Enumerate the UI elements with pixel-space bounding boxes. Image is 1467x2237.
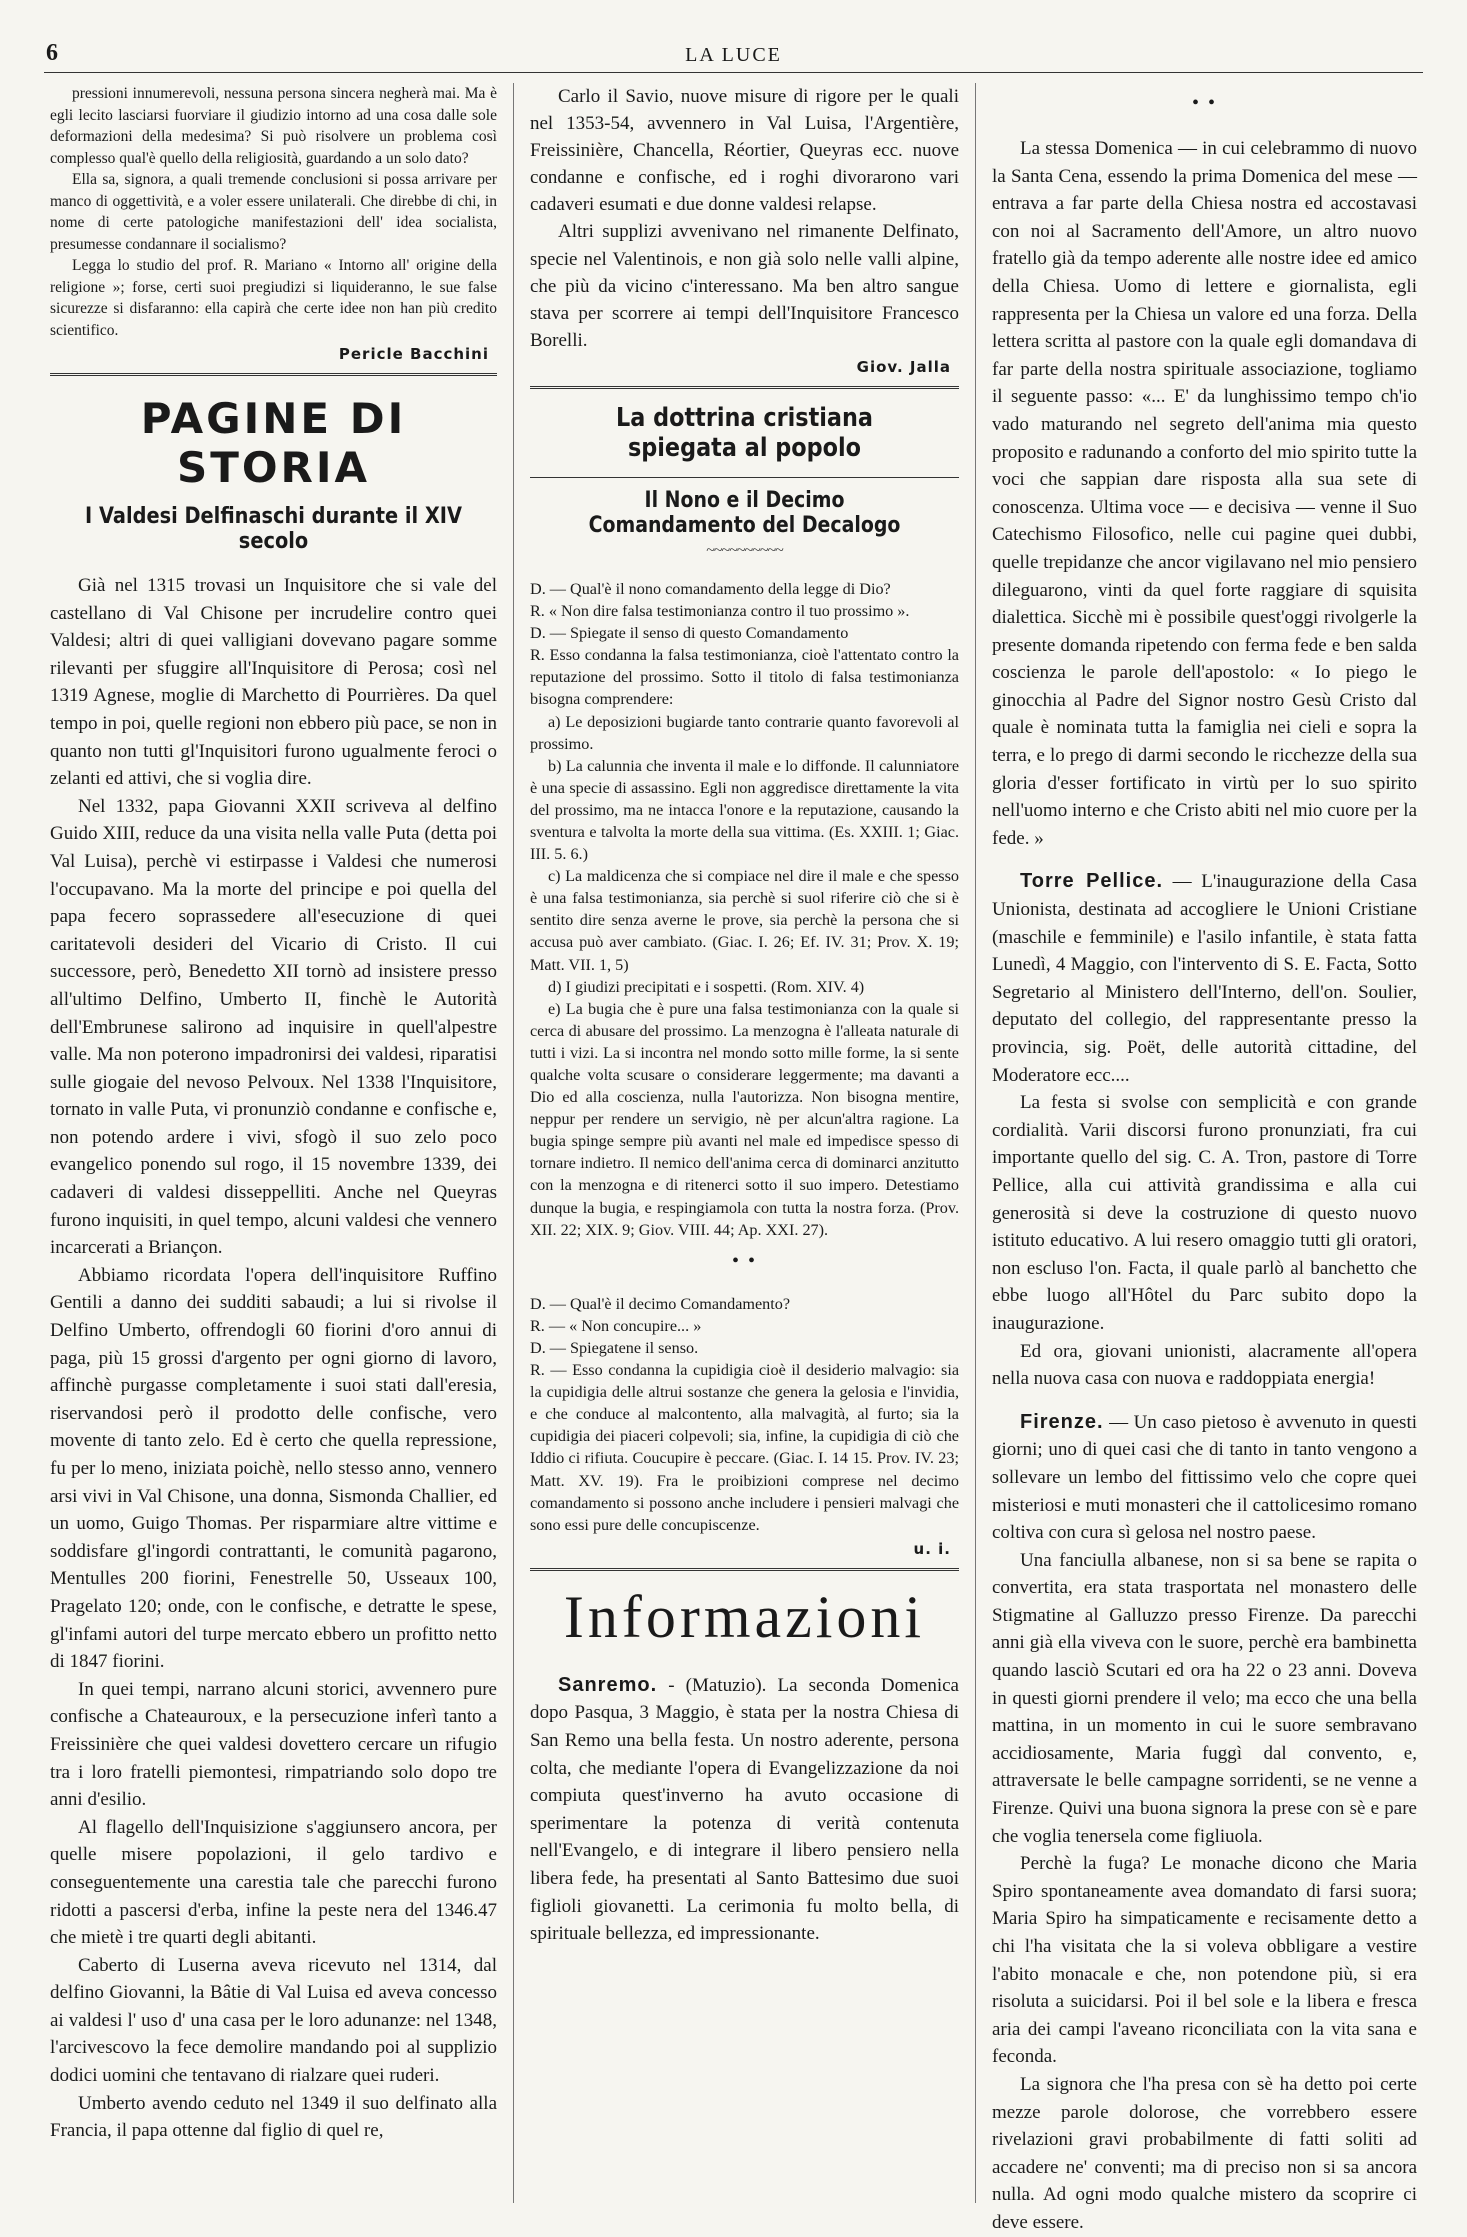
- qa-line: e) La bugia che è pure una falsa testimonianza con la quale si cerca di abusare del prossimo. La menzogna è l'alleata naturale di tutti i vizi. La si incontra nel mondo sotto mille forme, la si sente qualche volta scusare o considerare leggermente; ma davanti a Dio ed alla coscienza, nulla l'autorizza. Non bisogna mentire, neppur per rendere un servigio, nè per alcun'altra ragione. La bugia spinge sempre più avanti nel male ed impedisce spesso di tornare indietro. Il nemico dell'anima cerca di dominarci anzitutto con la menzogna e di ritenerci sotto il suo impero. Detestiamo dunque la bugia, e respingiamola con tutta la nostra forza. (Prov. XII. 22; XIX. 9; Giov. VIII. 44; Ap. XXI. 27).: [530, 999, 959, 1239]
- article-title: I Valdesi Delfinaschi durante il XIV secolo: [85, 504, 462, 554]
- article-paragraph: In quei tempi, narrano alcuni storici, avvennero pure confische a Chateauroux, e la persecuzione inferì tanto a Freissinière che quei valdesi dovettero cercare un rifugio tra i loro fratelli piemontesi, rimpatriando solo dopo tre anni d'esilio.: [50, 1678, 497, 1811]
- page-number: 6: [46, 40, 58, 66]
- info-title: Informazioni: [563, 1583, 926, 1650]
- intro-letter: [50, 83, 497, 341]
- news-paragraph: Ed ora, giovani unionisti, alacramente all'opera nella nuova casa con nuova e raddoppiata energia!: [992, 1340, 1417, 1390]
- article-paragraph: Umberto avendo ceduto nel 1349 il suo delfinato alla Francia, il papa ottenne dal figlio di quel re,: [50, 2092, 497, 2142]
- qa-line: R. Esso condanna la falsa testimonianza, cioè l'attentato contro la reputazione del prossimo. Sotto il titolo di falsa testimonianza bisogna comprendere:: [530, 646, 959, 709]
- qa-line: D. — Qual'è il nono comandamento della legge di Dio?: [530, 579, 891, 598]
- doctrine-title: La dottrina cristiana spiegata al popolo: [615, 402, 874, 463]
- news-paragraph: [992, 1409, 1417, 1547]
- qa-line: D. — Spiegatene il senso.: [530, 1338, 699, 1357]
- qa-line: D. — Qual'è il decimo Comandamento?: [530, 1294, 791, 1313]
- news-sanremo: [530, 1672, 959, 1948]
- section-divider: [530, 1568, 959, 1571]
- article-paragraph: Abbiamo ricordata l'opera dell'inquisitore Ruffino Gentili a danno dei sudditi sabaudi; a lui si rivolse il Delfino Umberto, offrendogli 60 fiorini d'oro annui di paga, più 15 grossi d'argento per ogni giorno di lavoro, affinchè purgasse completamente i suoi stati dall'eresia, riservandosi però il prodotto delle confische, vero movente di tanto zelo. Ed è certo che quella repressione, fu per lo meno, iniziata poichè, nello stesso anno, vennero arsi vivi in Val Chisone, una donna, Sismonda Challier, ed un uomo, Guigo Thomas. Per risparmiare altre vittime e soddisfare gl'ingordi contrattanti, le comunità pagarono, Mentulles 200 fiorini, Fenestrelle 50, Usseaux 100, Pragelato 120; onde, con le confische, e detratte le spese, gl'infami autori del turpe mercato ebbero un profitto netto di 1847 fiorini.: [50, 1264, 497, 1673]
- column-left: [44, 83, 514, 2203]
- qa-line: R. « Non dire falsa testimonianza contro il tuo prossimo ».: [530, 602, 910, 621]
- news-paragraph: La festa si svolse con semplicità e con grande cordialità. Varii discorsi furono pronunziati, fra cui importante quello del sig. C. A. Tron, pastore di Torre Pellice, alla cui attività grandissima e alla cui generosità si deve la costruzione di questo nuovo istituto educativo. A lui resero omaggio tutti gli oratori, non escluso l'on. Facta, il quale parlò al banchetto che ebbe luogo all'Hôtel du Parc subito dopo la inaugurazione.: [992, 1092, 1417, 1334]
- article-paragraph: Al flagello dell'Inquisizione s'aggiunsero ancora, per quelle misere popolazioni, il gelo tardivo e conseguentemente una carestia tale che parecchi furono ridotti a pascersi d'erba, infine la peste nera del 1346.47 che mietè i tre quarti degli abitanti.: [50, 1816, 497, 1949]
- wavy-divider: ~~~~~~~~~~: [706, 541, 783, 559]
- column-right: [976, 83, 1423, 2233]
- place-name: Sanremo.: [558, 1673, 658, 1696]
- catechism-ninth: [530, 578, 959, 1241]
- section-divider: [530, 386, 959, 389]
- news-paragraph: La signora che l'ha presa con sè ha detto poi certe mezze parole dolorose, che vorrebbero essere rivelazioni gravi probabilmente di fatti soliti ad accadere ne' conventi; ma di preciso non si sa ancora nulla. Ad ogni modo qualche mistero da scoprire ci deve essere.: [992, 2073, 1417, 2233]
- intro-paragraph: pressioni innumerevoli, nessuna persona sincera negherà mai. Ma è egli lecito lasciarsi fuorviare il giudizio intorno ad una cosa dalle sole deformazioni della medesima? Si può risolvere un problema così complesso qual'è quello della religiosità, guardando a un solo dato?: [50, 85, 497, 167]
- page-header: [44, 34, 1423, 73]
- news-text: - (Matuzio). La seconda Domenica dopo Pasqua, 3 Maggio, è stata per la nostra Chiesa di San Remo una bella festa. Un nostro aderente, persona colta, che mediante l'opera di Evangelizzazione da noi compiuta quest'inverno ha avuto occasione di sperimentare la potenza di verità contenuta nell'Evangelo, e di integrare il libero pensiero nella libera fede, ha presentati al Santo Battesimo due suoi figlioli giovanetti. La cerimonia fu molto bella, di spirituale bellezza, ed impressionante.: [530, 1674, 959, 1945]
- column-middle: [514, 83, 976, 2203]
- news-paragraph: Perchè la fuga? Le monache dicono che Maria Spiro spontaneamente avea domandato di farsi suora; Maria Spiro ha simpaticamente e recisamente detto a chi l'ha visitata che la si voleva obbligare a vestire l'abito monacale e che, non potendone più, si era risoluta a suicidarsi. Poi il bel sole e la libera e fresca aria dei campi l'aveano riconciliata con la vita sana e feconda.: [992, 1853, 1417, 2068]
- article-paragraph: Già nel 1315 trovasi un Inquisitore che si vale del castellano di Val Chisone per incrudelire contro quei Valdesi; altri di quei valligiani dovevano pagare somme rilevanti per sfuggire all'Inquisitore di Perosa; così nel 1319 Agnese, moglie di Marchetto di Pourrières. Da quel tempo in poi, quelle regioni non ebbero più pace, se non in quanto non tutti gl'Inquisitori furono ugualmente feroci o zelanti ed attivi, che si voglia dire.: [50, 575, 497, 790]
- news-text: — Un caso pietoso è avvenuto in questi giorni; uno di quei casi che di tanto in tanto vengono a sollevare un lembo del fittissimo velo che copre quei misteriosi e muti monasteri che il cattolicesimo romano coltiva con cura sì gelosa nel nostro paese.: [992, 1411, 1417, 1544]
- history-continuation: [530, 83, 959, 354]
- asterism-divider: • •: [731, 1249, 757, 1272]
- section-divider: [50, 373, 497, 376]
- qa-line: D. — Spiegate il senso di questo Comandamento: [530, 624, 849, 643]
- news-paragraph: [530, 1672, 959, 1948]
- place-name: Firenze.: [1020, 1410, 1104, 1433]
- news-torre-pellice: [992, 868, 1417, 1392]
- news-text: — L'inaugurazione della Casa Unionista, destinata ad accogliere le Unioni Cristiane (maschile e femminile) e l'asilo infantile, è stata fatta Lunedì, 4 Maggio, con l'intervento di S. E. Facta, Sotto Segretario al Ministero dell'Interno, dell'on. Soulier, deputato del collegio, del rappresentante presso la provincia, sig. Poët, delle autorità cittadine, del Moderatore ecc....: [992, 871, 1417, 1086]
- intro-signature: Pericle Bacchini: [338, 345, 489, 363]
- doctrine-subtitle: Il Nono e il Decimo Comandamento del Decalogo: [588, 487, 901, 538]
- news-firenze: [992, 1409, 1417, 2237]
- qa-line: b) La calunnia che inventa il male e lo diffonde. Il calunniatore è una specie di assassino. Egli non aggredisce direttamente la vita del prossimo, ma ne intacca l'onore e la reputazione, causando la sventura e talvolta la morte della sua vittima. (Es. XXIII. 1; Giac. III. 5. 6.): [530, 756, 959, 864]
- section-title: PAGINE DI STORIA: [140, 394, 407, 492]
- qa-line: R. — « Non concupire... »: [530, 1316, 702, 1335]
- intro-paragraph: Ella sa, signora, a quali tremende conclusioni si possa arrivare per manco di oggettività, e a voler essere unilaterali. Che direbbe di chi, in nome di certe patologiche manifestazioni dell' idea socialista, presumesse condannare il socialismo?: [50, 171, 497, 253]
- history-article: [50, 572, 497, 2145]
- article-paragraph: Carlo il Savio, nuove misure di rigore per le quali nel 1353-54, avvennero in Val Luisa, l'Argentière, Freissinière, Chancella, Réortier, Queyras ecc. nuove condanne e confische, ed i roghi divorarono vari cadaveri esumati e due donne valdesi relapse.: [530, 86, 959, 216]
- qa-line: c) La maldicenza che si compiace nel dire il male e che spesso è una falsa testimonianza, sia perchè si suol riferire ciò che si è sentito dire senza averne le prove, sia perchè la persona che si accusa può aver cambiato. (Giac. I. 26; Ef. IV. 31; Prov. X. 19; Matt. VII. 1, 5): [530, 867, 959, 974]
- news-paragraph: La stessa Domenica — in cui celebrammo di nuovo la Santa Cena, essendo la prima Domenica del mese — entrava a far parte della Chiesa nostra ed accostavasi con noi al Sacramento dell'Amore, un altro nuovo fratello già da tempo aderente alle nostre idee ed amico della Chiesa. Uomo di lettere e giornalista, egli rappresenta per la Chiesa un valore ed una forza. Della lettera scritta al pastore con la quale egli domandava di far parte della nostra spirituale associazione, togliamo il seguente passo: «... E' da lunghissimo tempo ch'io vado maturando nel segreto dell'anima mia questo proposito e radunando a conforto del mio spirito tutte la voci che sappian dare risposta alla sua sete di conoscenza. Ultima voce — e decisiva — venne il Suo Catechismo Filosofico, nelle cui pagine quei dubbi, quelle trepidanze che ancor vigilavano nel mio pensiero dileguarono, vinti da quel forte raggiare di squisita dialettica. Sicchè mi è possibile quest'oggi rivolgerle la presente domanda ripetendo con ferma fede e ben salda coscienza le parole dell'apostolo: « Io piego le ginocchia al Padre del Signor nostro Gesù Cristo dal quale è nominata tutta la famiglia nei cieli e sopra la terra, e lo prego di darmi secondo le ricchezze della sua gloria d'esser fortificato in virtù per lo suo spirito nell'uomo interno e che Cristo abiti nel mio cuore per la fede. »: [992, 138, 1417, 849]
- news-paragraph: Una fanciulla albanese, non si sa bene se rapita o convertita, era stata trasportata nel monastero delle Stigmatine al Galluzzo presso Firenze. Da parecchi anni già ella viveva con le suore, perchè era bambinetta quando lasciò Scutari ed ora ha 22 o 23 anni. Doveva in questi giorni prendere il velo; ma ecco che una bella mattina, in un momento in cui le suore sembravano accidiosamente, Maria fuggì dal convento, e, attraversate le belle campagne sorridenti, se ne venne a Firenze. Quivi una buona signora la prese con sè e pare che voglia tenersela come figliuola.: [992, 1549, 1417, 1847]
- catechism-signature: u. i.: [913, 1539, 951, 1558]
- intro-paragraph: Legga lo studio del prof. R. Mariano « Intorno all' origine della religione »; forse, certi suoi pregiudizi si liquideranno, le sue false sicurezze si disfaranno: ella capirà che certe idee non han più credito scientifico.: [50, 257, 497, 339]
- qa-line: d) I giudizi precipitati e i sospetti. (Rom. XIV. 4): [548, 977, 865, 996]
- journal-title: LA LUCE: [685, 44, 782, 66]
- article-paragraph: Altri supplizi avvenivano nel rimanente Delfinato, specie nel Valentinois, e non già solo nelle valli alpine, che più da vicino c'interessano. Ma ben altro sangue stava per scorrere ai tempi dell'Inquisitore Francesco Borelli.: [530, 221, 959, 351]
- catechism-tenth: [530, 1293, 959, 1536]
- article-paragraph: Nel 1332, papa Giovanni XXII scriveva al delfino Guido XIII, reduce da una visita nella valle Puta (detta poi Val Luisa), perchè vi estirpasse i Valdesi che numerosi l'occupavano. Ma la morte del principe e poi quella del papa fecero soprassedere all'esecuzione di quei caritatevoli desideri del Vicario di Cristo. Il cui successore, però, Benedetto XII tornò ad insistere presso all'ultimo Delfino, Umberto II, finchè le Autorità dell'Embrunese salirono ad inquisire in quell'alpestre valle. Ma non poterono impadronirsi dei valdesi, riparatisi sulle giogaie del nevoso Pelvoux. Nel 1338 l'Inquisitore, tornato in valle Puta, vi pronunziò condanne e confische e, non potendo ardere i vivi, sfogò il suo zelo poco evangelico ponendo sul rogo, il 15 novembre 1339, dei cadaveri di valdesi disseppelliti. Anche nel Queyras furono inquisiti, in quel tempo, alcuni valdesi che vennero incarcerati a Briançon.: [50, 795, 497, 1259]
- qa-line: a) Le deposizioni bugiarde tanto contrarie quanto favorevoli al prossimo.: [530, 712, 959, 753]
- asterism-divider: • •: [1191, 92, 1217, 114]
- columns: [44, 83, 1423, 2233]
- section-divider: [530, 477, 959, 478]
- place-name: Torre Pellice.: [1020, 870, 1163, 893]
- article-paragraph: Caberto di Luserna aveva ricevuto nel 1314, dal delfino Giovanni, la Bâtie di Val Luisa ed aveva concesso ai valdesi l' uso d' una casa per le loro adunanze: nel 1348, l'arcivescovo la fece demolire mandando poi al supplizio dodici uomini che tentavano di rialzare quei ruderi.: [50, 1954, 497, 2087]
- news-paragraph: [992, 868, 1417, 1089]
- qa-line: R. — Esso condanna la cupidigia cioè il desiderio malvagio: sia la cupidigia delle altrui sostanze che genera la gelosia e l'invidia, e che conduce al malcontento, alla malvagità, al furto; sia la cupidigia dei piaceri colpevoli; sia, infine, la cupidigia di ciò che Iddio ci rifiuta. Coucupire è peccare. (Giac. I. 14 15. Prov. IV. 23; Matt. XV. 19). Fra le proibizioni comprese nel decimo comandamento si possono anche includere i pensieri malvagi che sono essi pure delle concupiscenze.: [530, 1361, 959, 1534]
- news-domenica: [992, 135, 1417, 852]
- history-signature: Giov. Jalla: [856, 357, 951, 376]
